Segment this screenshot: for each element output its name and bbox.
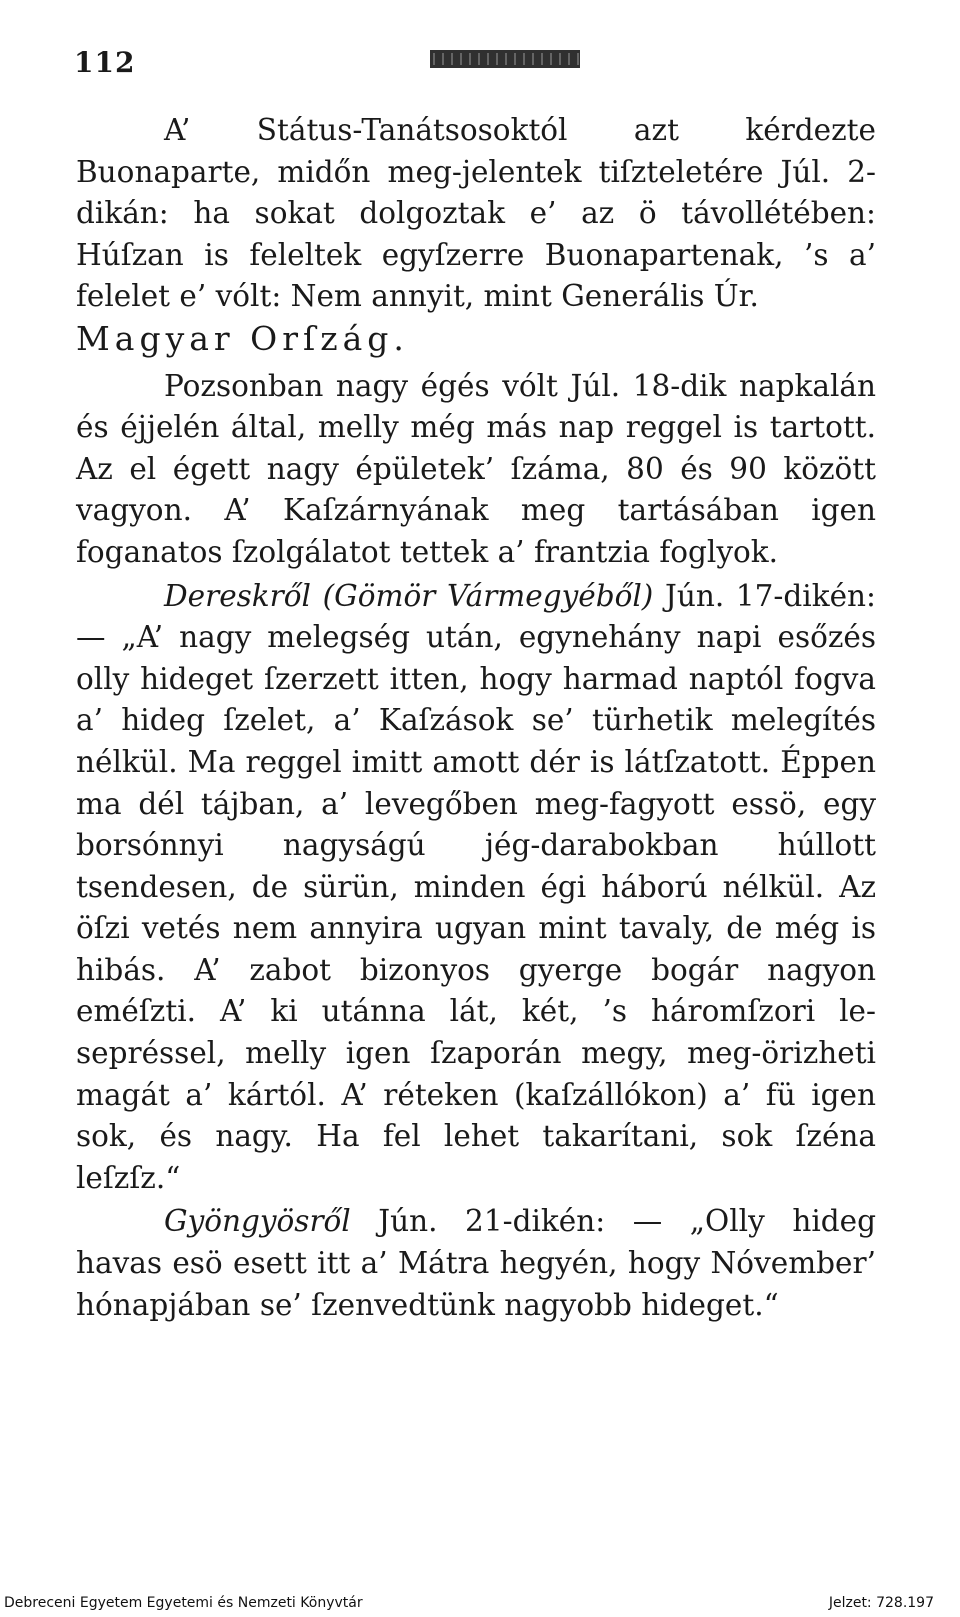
paragraph-status-tanacsosok: A’ Státus-Tanátsosoktól azt kérdezte Buonaparte, midőn meg-jelentek tiſzteletére Júl. 2-dikán: ha sokat dolgoztak e’ az ö távollétében: Húſzan is feleltek egyſzerre Buonapartenak, ’s a’ felelet e’ vólt: Nem annyit, mint Generális Úr. bbox=[76, 113, 876, 314]
place-gyongyos: Gyöngyösről bbox=[164, 1204, 351, 1239]
paragraph-deresk-text: Jún. 17-dikén: — „A’ nagy melegség után, egynehány napi esőzés olly hideget ſzerzett itten, hogy harmad naptól fogva a’ hideg ſzelet, a’ Kaſzások se’ türhetik melegítés nélkül. Ma reggel imitt amott dér is látſzatott. Éppen ma dél tájban, a’ levegőben meg-fagyott essö, egy borsónnyi nagyságú jég-darabokban húllott tsendesen, de sürün, minden égi háború nélkül. Az öſzi vetés nem annyira ugyan mint tavaly, de még is hibás. A’ zabot bizonyos gyerge bogár nagyon eméſzti. A’ ki utánna lát, két, ’s háromſzori le-sepréssel, melly igen ſzaporán megy, meg-örizheti magát a’ kártól. A’ réteken (kaſzállókon) a’ fü igen sok, és nagy. Ha fel lehet takarítani, sok ſzéna leſzſz.“ bbox=[76, 578, 876, 1195]
section-heading-magyar-orszag: Magyar Orſzág. bbox=[76, 318, 409, 358]
paragraph-pozsony: Pozsonban nagy égés vólt Júl. 18-dik napkalán és éjjelén által, melly még más nap reggel is tartott. Az el égett nagy épületek’ ſzáma, 80 és 90 között vagyon. A’ Kaſzárnyának meg tartásában igen foganatos ſzolgálatot tettek a’ frantzia foglyok. bbox=[76, 368, 876, 569]
shelfmark: Jelzet: 728.197 bbox=[828, 1595, 934, 1611]
paragraph-deresk bbox=[76, 576, 876, 1200]
paragraph-gyongyos bbox=[76, 1201, 876, 1326]
page-body bbox=[76, 110, 876, 1326]
place-deresk: Dereskről (Gömör Vármegyéből) bbox=[164, 578, 654, 613]
header-ornament bbox=[430, 50, 580, 68]
page-number: 112 bbox=[74, 46, 136, 79]
library-credit: Debreceni Egyetem Egyetemi és Nemzeti Könyvtár bbox=[4, 1595, 363, 1611]
paragraph-gyongyos-text: Jún. 21-dikén: — „Olly hideg havas esö esett itt a’ Mátra hegyén, hogy Nóvember’ hónapjában se’ ſzenvedtünk nagyobb hideget.“ bbox=[76, 1204, 876, 1322]
